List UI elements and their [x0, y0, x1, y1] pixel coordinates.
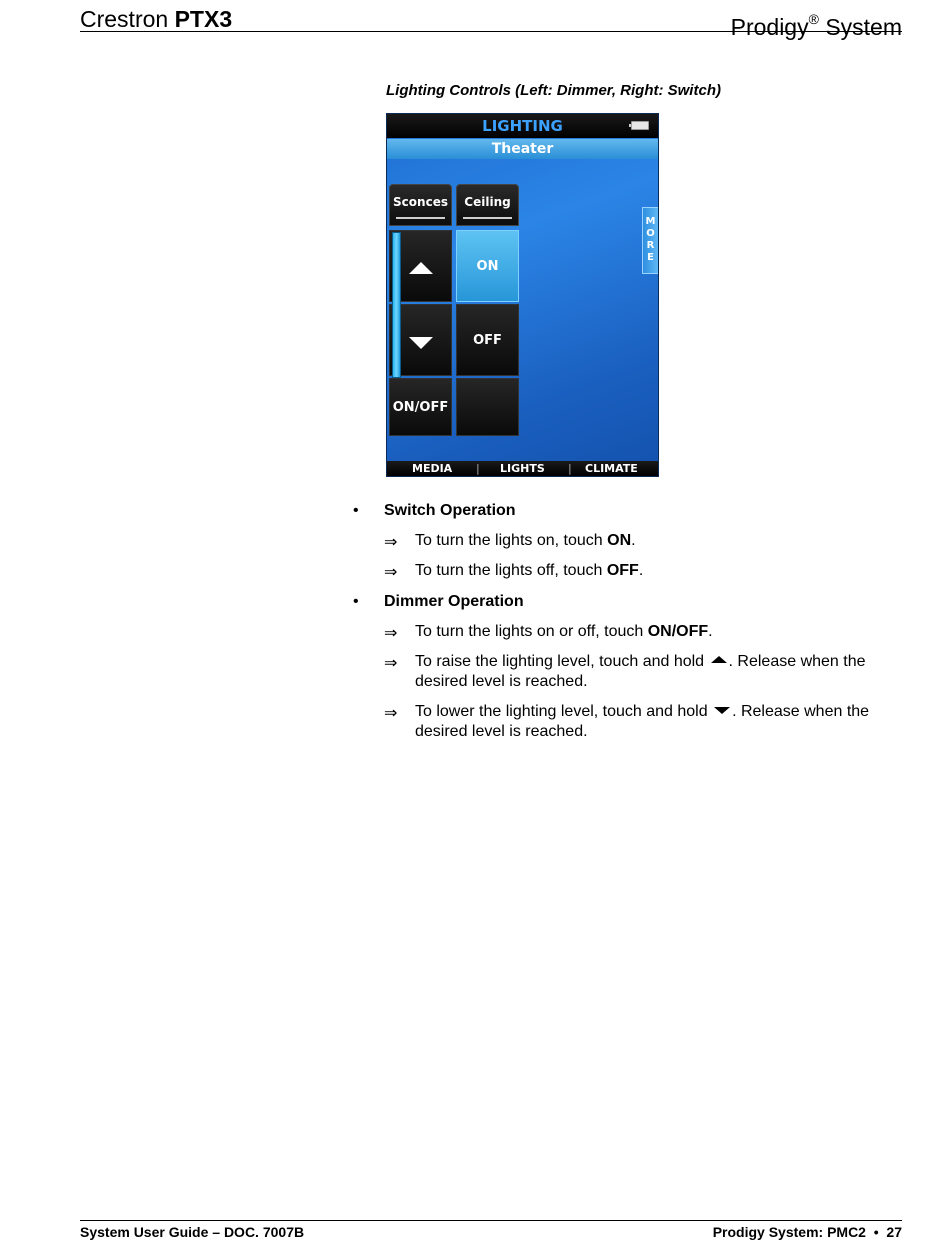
product-name: Prodigy — [730, 14, 809, 40]
down-triangle-icon — [714, 707, 730, 714]
nav-separator: | — [568, 462, 572, 475]
dimmer-level-bar — [392, 232, 401, 378]
nav-media[interactable]: MEDIA — [412, 462, 453, 475]
switch-operation-title: Switch Operation — [384, 502, 516, 519]
switch-step-on — [415, 531, 905, 551]
more-letter: M — [645, 216, 656, 227]
arrow-icon: ⇒ — [384, 705, 398, 722]
step-bold: ON — [607, 532, 632, 549]
step-end: . — [708, 623, 713, 640]
page-footer — [80, 1220, 902, 1241]
arrow-icon: ⇒ — [384, 655, 398, 672]
bottom-nav — [387, 461, 658, 476]
header-right — [731, 4, 902, 42]
bullet: • — [353, 502, 359, 519]
room-name: Theater — [387, 139, 658, 159]
step-text: To turn the lights off, touch — [415, 562, 607, 579]
tab-ceiling[interactable]: Ceiling — [456, 184, 519, 226]
switch-step-off — [415, 561, 905, 581]
nav-separator: | — [476, 462, 480, 475]
step-text: To raise the lighting level, touch and hold — [415, 653, 709, 670]
dimmer-step-lower — [415, 702, 905, 742]
more-letter: O — [646, 228, 655, 239]
step-text: To lower the lighting level, touch and hold — [415, 703, 713, 720]
on-button[interactable]: ON — [456, 230, 519, 302]
figure-caption: Lighting Controls (Left: Dimmer, Right: Switch) — [386, 82, 721, 99]
brand-name: Crestron — [80, 6, 169, 32]
nav-lights[interactable]: LIGHTS — [500, 462, 545, 475]
step-text: To turn the lights on, touch — [415, 532, 608, 549]
dimmer-step-raise — [415, 652, 905, 692]
dimmer-operation-title: Dimmer Operation — [384, 593, 524, 610]
step-end: . Release when the desired level is reached. — [415, 653, 866, 690]
arrow-icon: ⇒ — [384, 534, 398, 551]
step-bold: OFF — [606, 562, 639, 579]
system-label: System — [825, 14, 902, 40]
blank-button — [456, 378, 519, 436]
footer-page-info: Prodigy System: PMC2 • 27 — [712, 1224, 902, 1240]
step-text: To turn the lights on or off, touch — [415, 623, 648, 640]
footer-doc-title: System User Guide – DOC. 7007B — [80, 1224, 305, 1240]
tab-sconces[interactable]: Sconces — [389, 184, 452, 226]
step-end: . — [631, 532, 636, 549]
step-end: . — [638, 562, 644, 579]
off-button[interactable]: OFF — [456, 304, 519, 376]
on-off-button[interactable]: ON/OFF — [389, 378, 452, 436]
up-arrow-icon — [409, 262, 433, 274]
registered-mark: ® — [808, 11, 819, 27]
header-left — [80, 4, 232, 34]
battery-icon — [631, 121, 649, 130]
step-end: . Release when the desired level is reached. — [415, 703, 870, 740]
nav-climate[interactable]: CLIMATE — [585, 462, 638, 475]
up-triangle-icon — [711, 656, 727, 663]
model-name: PTX3 — [174, 6, 233, 32]
page-header — [80, 4, 902, 40]
more-tab[interactable] — [642, 207, 658, 274]
arrow-icon: ⇒ — [384, 625, 398, 642]
dimmer-step-onoff — [415, 622, 905, 642]
more-letter: E — [647, 252, 654, 263]
arrow-icon: ⇒ — [384, 564, 398, 581]
step-bold: ON/OFF — [647, 623, 709, 640]
more-letter: R — [646, 240, 655, 251]
panel-title: LIGHTING — [387, 114, 658, 138]
lighting-panel-screenshot — [386, 113, 659, 477]
bullet: • — [353, 593, 359, 610]
down-arrow-icon — [409, 337, 433, 349]
